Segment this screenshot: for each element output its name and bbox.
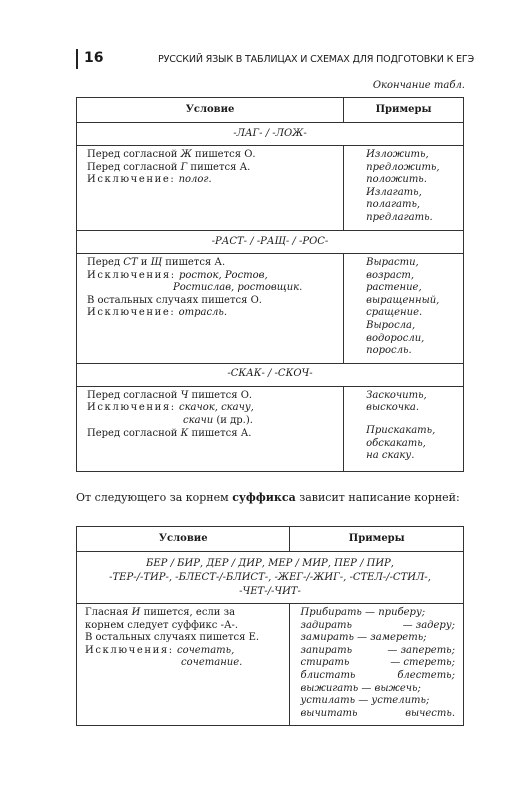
column-header-condition: Условие: [77, 98, 344, 123]
book-title: РУССКИЙ ЯЗЫК В ТАБЛИЦАХ И СХЕМАХ ДЛЯ ПОДГОТОВКИ К ЕГЭ: [158, 54, 475, 65]
page-number: 16: [84, 50, 104, 66]
rule-line: Перед СТ и Щ пишется А.: [87, 257, 226, 268]
roots-list: БЕР / БИР, ДЕР / ДИР, МЕР / МИР, ПЕР / ПИР, -ТЕР-/-ТИР-, -БЛЕСТ-/-БЛИСТ-, -ЖЕГ-/-ЖИГ-, -СТЕЛ-/-СТИЛ-, -ЧЕТ-/-ЧИТ-: [77, 552, 464, 604]
exception-line: Исключения: сочетать,: [85, 644, 235, 656]
rule-line: Перед согласной Г пишется А.: [87, 161, 251, 173]
condition-cell: [77, 146, 344, 231]
table-row: [77, 604, 464, 726]
rule-line: В остальных случаях пишется Е.: [85, 632, 260, 644]
examples-cell: Заскочить, выскочка. Прискакать, обскакать, на скаку.: [344, 386, 464, 471]
exception-line: Ростислав, ростовщик.: [173, 282, 303, 294]
table-row: [77, 146, 464, 231]
exception-line: скачи (и др.).: [183, 414, 253, 426]
section-title: -СКАК- / -СКОЧ-: [77, 363, 464, 386]
rule-line: В остальных случаях пишется О.: [87, 294, 262, 306]
intro-paragraph: От следующего за корнем суффикса зависит написание корней:: [76, 491, 460, 504]
roots-table-2: [76, 526, 464, 726]
examples-cell: Прибирать — приберу; задирать — задеру; замирать — замереть; запирать — запереть; стирать — стереть; блистать блестеть; выжигать — выжечь; устилать — устелить; вычитать вычесть.: [290, 604, 464, 726]
examples-cell: Изложить, предложить, положить. Излагать, полагать, предлагать.: [344, 146, 464, 231]
column-header-examples: Примеры: [344, 98, 464, 123]
column-header-examples: Примеры: [290, 527, 464, 552]
table-row: [77, 254, 464, 364]
exception-line: Исключения: скачок, скачу,: [87, 402, 254, 414]
section-title: -ЛАГ- / -ЛОЖ-: [77, 123, 464, 146]
rule-line: корнем следует суффикс -А-.: [85, 619, 239, 631]
rule-line: Перед согласной Ч пишется О.: [87, 389, 253, 401]
roots-table-1: [76, 97, 464, 472]
exception-line: Исключения: росток, Ростов,: [87, 269, 268, 281]
rule-line: Гласная И пишется, если за: [85, 607, 236, 618]
examples-cell: Вырасти, возраст, растение, выращенный, сращение. Выросла, водоросли, поросль.: [344, 254, 464, 364]
condition-cell: [77, 386, 344, 471]
exception-line: Исключение: полог.: [87, 174, 212, 186]
condition-cell: [77, 604, 290, 726]
condition-cell: [77, 254, 344, 364]
section-title: -РАСТ- / -РАЩ- / -РОС-: [77, 231, 464, 254]
table-continuation-label: Окончание табл.: [372, 80, 465, 91]
rule-line: Перед согласной К пишется А.: [87, 427, 252, 439]
table-row: [77, 386, 464, 471]
running-header: [76, 46, 476, 72]
exception-line: сочетание.: [181, 657, 243, 669]
rule-line: Перед согласной Ж пишется О.: [87, 149, 256, 160]
header-rule: [76, 49, 78, 69]
exception-line: Исключение: отрасль.: [87, 307, 228, 319]
column-header-condition: Условие: [77, 527, 290, 552]
